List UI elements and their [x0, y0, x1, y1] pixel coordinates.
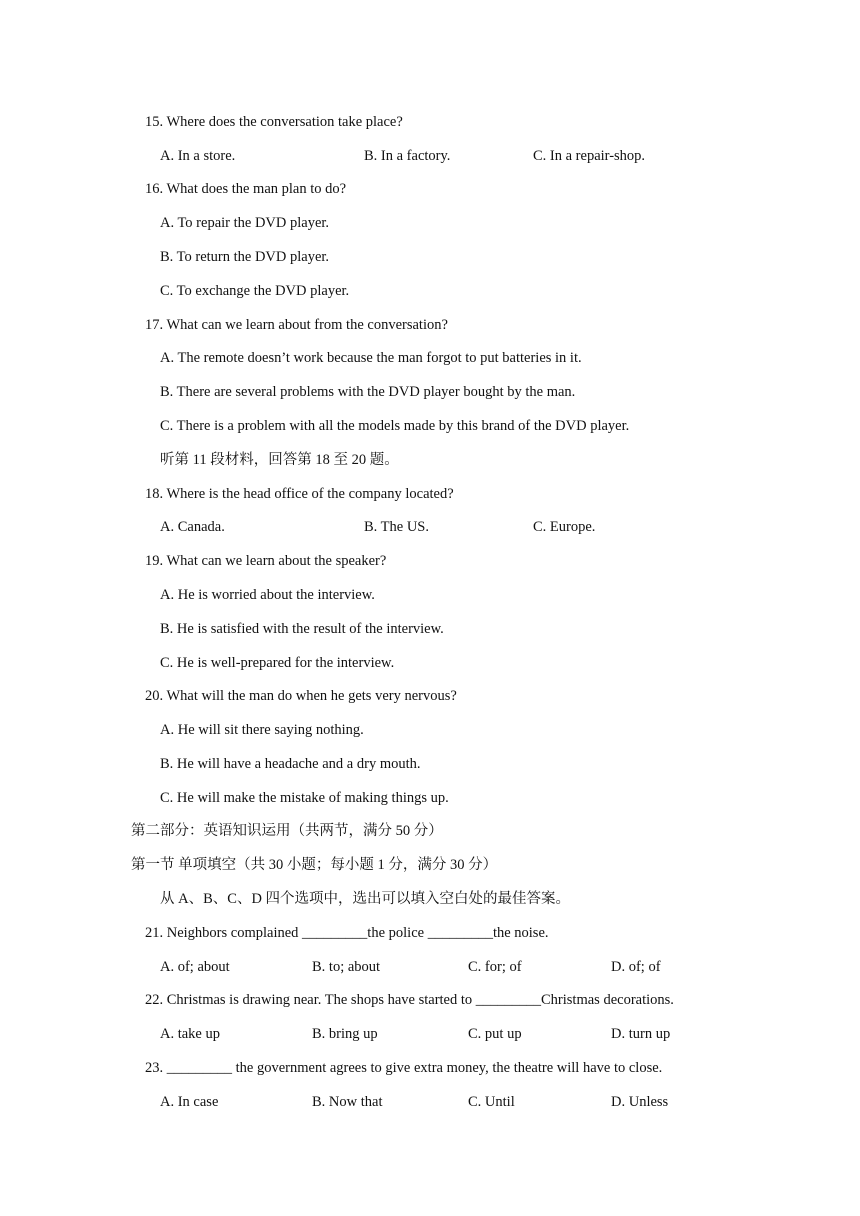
question-22-option-c: C. put up: [468, 1026, 522, 1042]
question-16-option-a: A. To repair the DVD player.: [160, 215, 330, 231]
question-16-stem: 16. What does the man plan to do?: [145, 181, 347, 197]
question-18-option-b: B. The US.: [364, 519, 429, 535]
question-17-option-b: B. There are several problems with the DVD player bought by the man.: [160, 384, 576, 400]
listening-instruction: 听第 11 段材料，回答第 18 至 20 题。: [160, 452, 399, 468]
question-23-option-a: A. In case: [160, 1094, 219, 1110]
question-17-option-a: A. The remote doesn’t work because the man forgot to put batteries in it.: [160, 350, 582, 366]
question-17-option-c: C. There is a problem with all the models made by this brand of the DVD player.: [160, 418, 630, 434]
question-18-option-a: A. Canada.: [160, 519, 225, 535]
question-20-option-a: A. He will sit there saying nothing.: [160, 722, 364, 738]
question-23-stem: 23. _________ the government agrees to give extra money, the theatre will have to close.: [145, 1060, 663, 1076]
question-20-option-c: C. He will make the mistake of making things up.: [160, 790, 449, 806]
question-21-option-b: B. to; about: [312, 959, 381, 975]
question-19-option-c: C. He is well-prepared for the interview.: [160, 655, 395, 671]
question-19-option-a: A. He is worried about the interview.: [160, 587, 375, 603]
question-23-option-c: C. Until: [468, 1094, 515, 1110]
question-18-option-c: C. Europe.: [533, 519, 596, 535]
question-23-option-b: B. Now that: [312, 1094, 383, 1110]
question-22-option-a: A. take up: [160, 1026, 220, 1042]
part-2-title: 第二部分：英语知识运用（共两节，满分 50 分）: [131, 823, 443, 839]
question-23-option-d: D. Unless: [611, 1094, 669, 1110]
question-21-option-d: D. of; of: [611, 959, 661, 975]
question-19-stem: 19. What can we learn about the speaker?: [145, 553, 387, 569]
question-21-option-c: C. for; of: [468, 959, 522, 975]
question-15-option-c: C. In a repair-shop.: [533, 148, 646, 164]
question-22-option-b: B. bring up: [312, 1026, 378, 1042]
question-15-option-a: A. In a store.: [160, 148, 236, 164]
question-20-option-b: B. He will have a headache and a dry mouth.: [160, 756, 421, 772]
section-1-title: 第一节 单项填空（共 30 小题；每小题 1 分，满分 30 分）: [131, 857, 498, 873]
question-16-option-c: C. To exchange the DVD player.: [160, 283, 350, 299]
section-1-instruction: 从 A、B、C、D 四个选项中，选出可以填入空白处的最佳答案。: [160, 891, 571, 907]
question-21-stem: 21. Neighbors complained _________the police _________the noise.: [145, 925, 549, 941]
question-16-option-b: B. To return the DVD player.: [160, 249, 330, 265]
question-17-stem: 17. What can we learn about from the conversation?: [145, 317, 448, 333]
question-19-option-b: B. He is satisfied with the result of the interview.: [160, 621, 444, 637]
question-15-option-b: B. In a factory.: [364, 148, 451, 164]
question-22-stem: 22. Christmas is drawing near. The shops have started to _________Christmas decorations.: [145, 992, 674, 1008]
question-15-stem: 15. Where does the conversation take place?: [145, 114, 403, 130]
question-18-stem: 18. Where is the head office of the company located?: [145, 486, 454, 502]
question-22-option-d: D. turn up: [611, 1026, 671, 1042]
question-20-stem: 20. What will the man do when he gets very nervous?: [145, 688, 457, 704]
question-21-option-a: A. of; about: [160, 959, 230, 975]
